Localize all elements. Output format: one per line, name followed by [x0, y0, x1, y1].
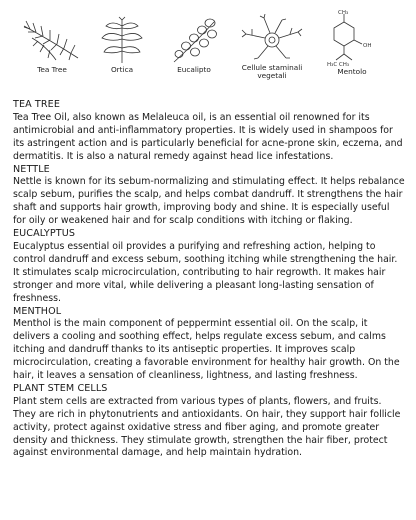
- ingredient-descriptions: [13, 99, 405, 460]
- nettle-item: [96, 16, 148, 74]
- h3c-ch3-label: H₃C CH₃: [327, 62, 350, 66]
- menthol-item: [318, 10, 386, 76]
- eucalyptus-item: [164, 16, 224, 74]
- section-heading: TEA TREE: [13, 99, 60, 110]
- section-tea-tree: [13, 99, 405, 164]
- ch3-label: CH₃: [338, 10, 349, 16]
- section-text: Menthol is the main component of peppermint essential oil. On the scalp, it delivers a cooling and soothing effect, helps regulate excess sebum, and calms itching and dandruff thanks to its antiseptic properties. It improves scalp microcirculation, creating a favorable environment for healthy hair growth. On the hair, it leaves a sensation of cleanliness, lightness, and lasting freshness.: [13, 318, 400, 382]
- section-heading: PLANT STEM CELLS: [13, 382, 108, 394]
- menthol-label: Mentolo: [337, 67, 367, 76]
- nettle-icon: [96, 16, 148, 64]
- section-nettle: [13, 164, 405, 229]
- section-eucalyptus: [13, 228, 405, 305]
- section-text: Eucalyptus essential oil provides a purifying and refreshing action, helping to control dandruff and excess sebum, soothing itching while strengthening the hair. It stimulates scalp microcirculation, contributing to hair regrowth. It makes hair stronger and more vital, while delivering a pleasant long-lasting sensation of freshness.: [13, 240, 398, 304]
- stem-cells-item: [234, 14, 310, 80]
- stem-cells-label: Cellule staminali vegetali: [241, 63, 303, 80]
- eucalyptus-label: Eucalipto: [177, 65, 211, 74]
- section-heading: MENTHOL: [13, 305, 62, 317]
- section-text: Plant stem cells are extracted from various types of plants, flowers, and fruits. They are rich in phytonutrients and antioxidants. On hair, they support hair follicle activity, protect against oxidative stress and fiber aging, and promote greater density and thickness. They stimulate growth, strengthen the hair fiber, protect against environmental damage, and help maintain hydration.: [13, 395, 401, 459]
- menthol-icon: [318, 10, 386, 66]
- section-text: Tea Tree Oil, also known as Melaleuca oil, is an essential oil renowned for its antimicrobial and anti-inflammatory properties. It is widely used in shampoos for its astringent action and is particularly beneficial for acne-prone skin, eczema, and dermatitis. It is also a natural remedy against head lice infestations.: [13, 111, 403, 162]
- section-text: Nettle is known for its sebum-normalizing and stimulating effect. It helps rebalance scalp sebum, purifies the scalp, and helps combat dandruff. It strengthens the hair shaft and supports hair growth, improving body and shine. It is especially useful for oily or weakened hair and for scalp conditions with itching or flaking.: [13, 176, 405, 227]
- tea-tree-label: Tea Tree: [37, 65, 67, 74]
- oh-label: OH: [363, 43, 372, 49]
- ingredient-icons-row: [0, 0, 416, 96]
- nettle-label: Ortica: [110, 65, 134, 74]
- section-heading: NETTLE: [13, 163, 50, 175]
- tea-tree-item: [20, 16, 84, 74]
- eucalyptus-icon: [164, 16, 224, 64]
- section-heading: EUCALYPTUS: [13, 228, 76, 240]
- section-plant-stem-cells: [13, 383, 405, 460]
- tea-tree-icon: [20, 16, 84, 64]
- stem-cells-icon: [240, 14, 304, 62]
- section-menthol: [13, 306, 405, 383]
